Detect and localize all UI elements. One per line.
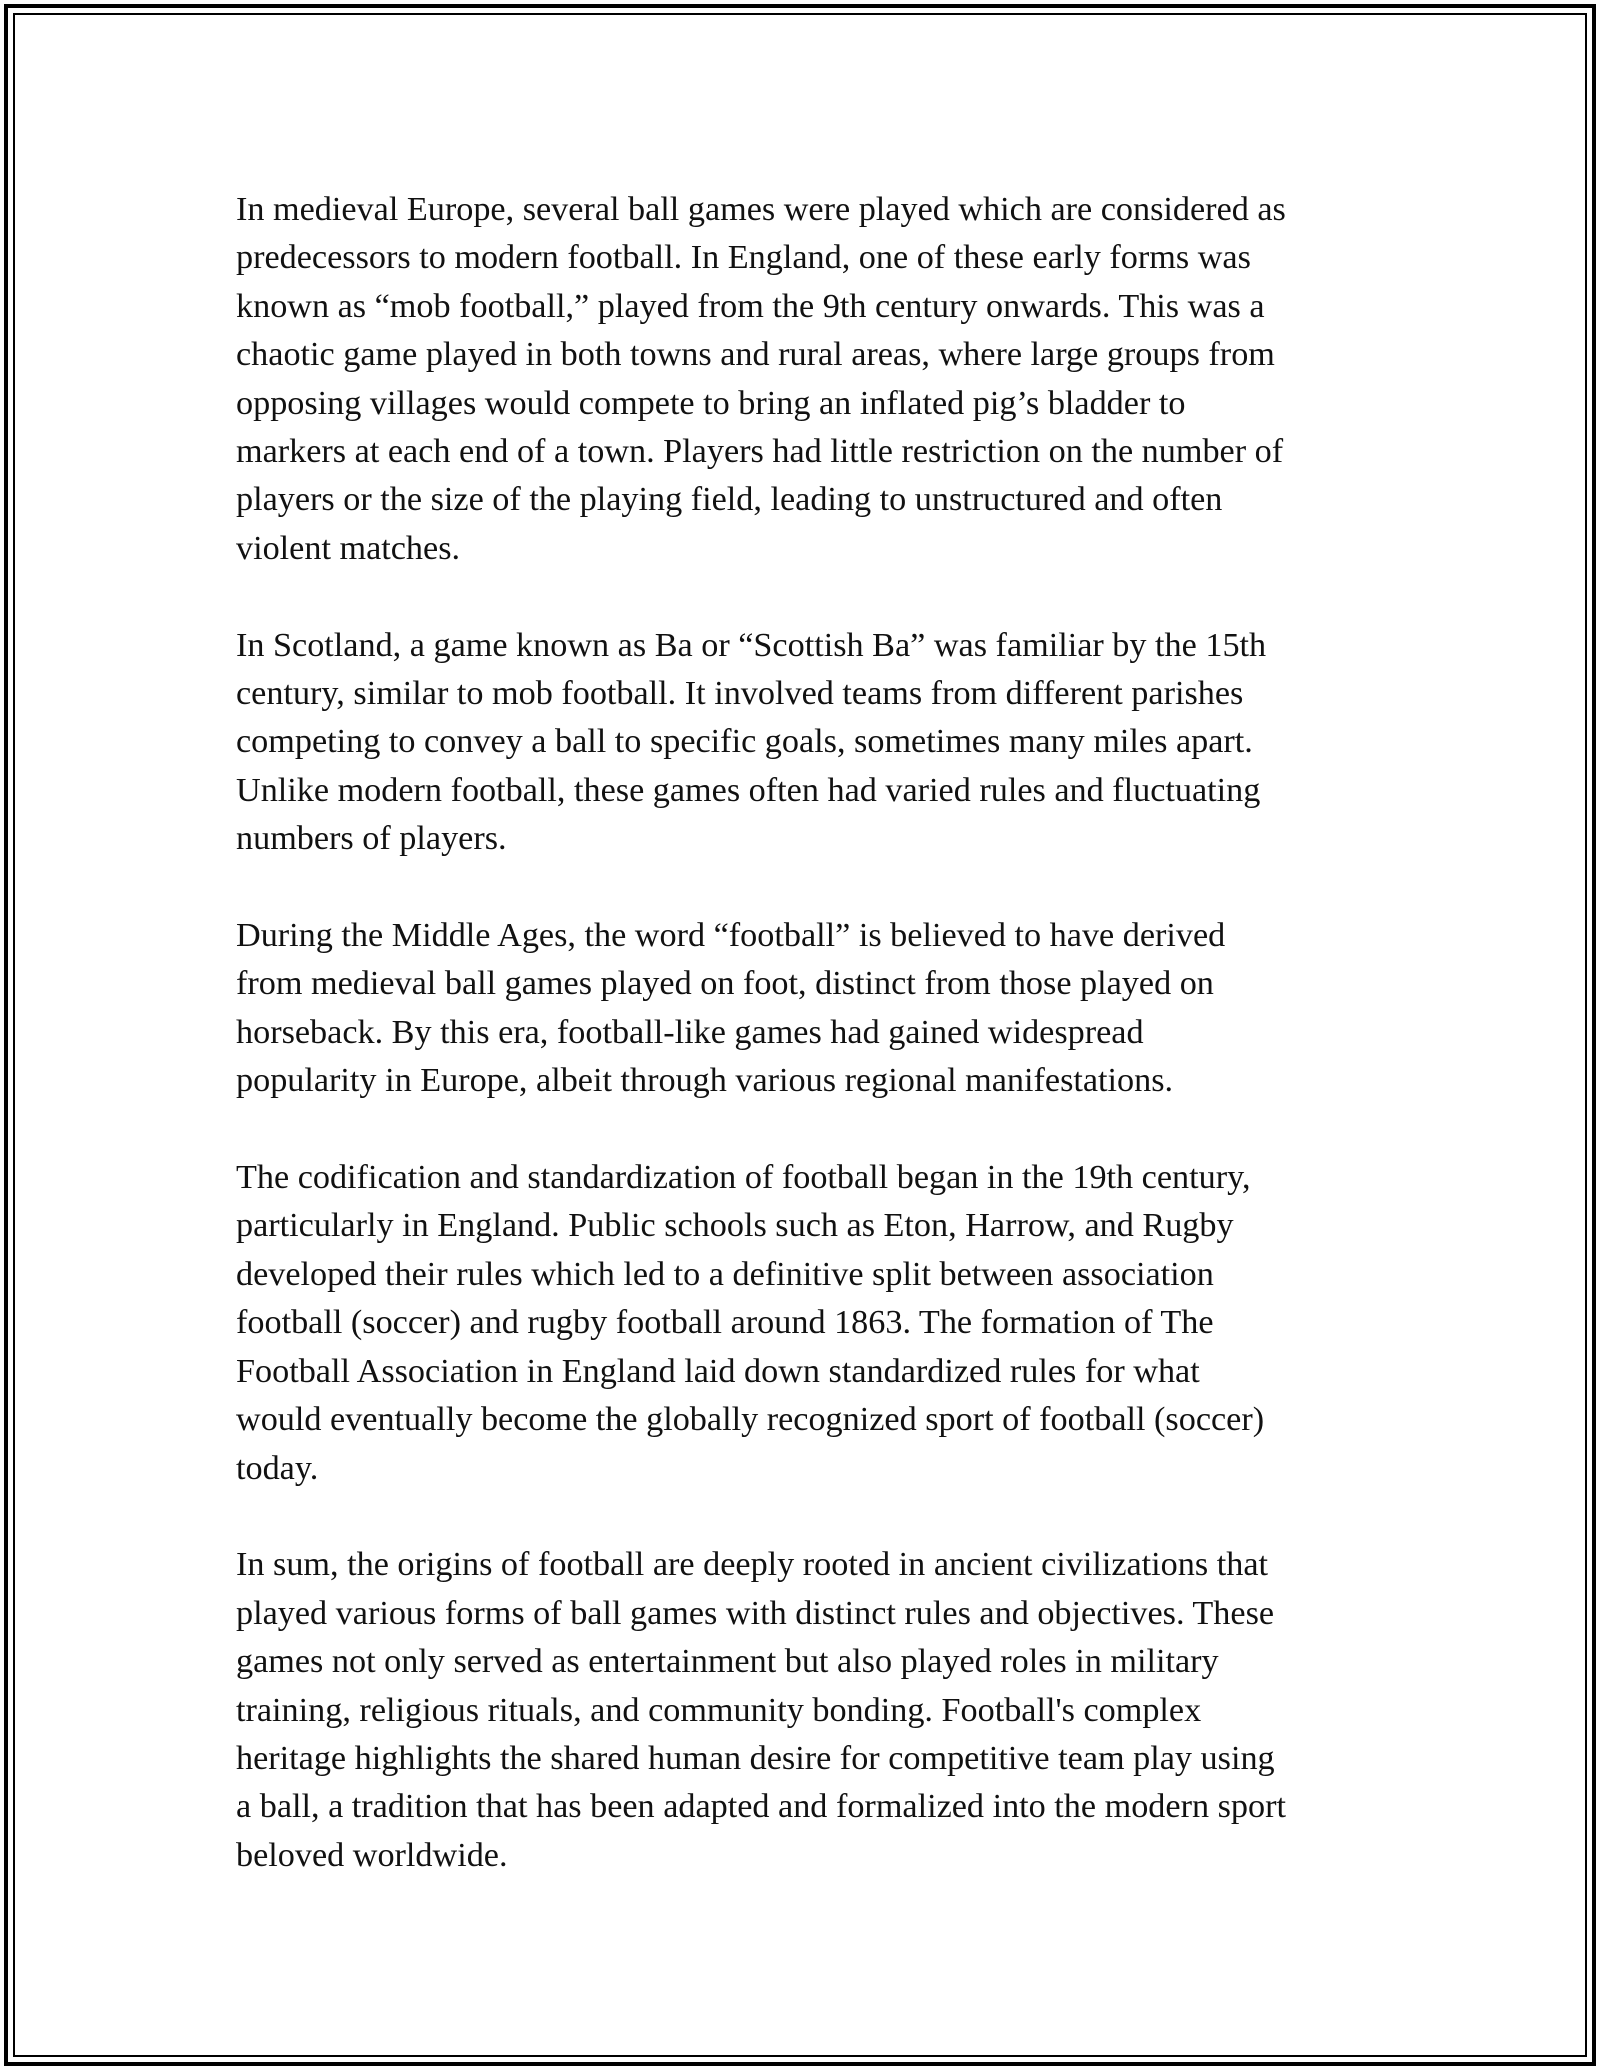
paragraph-scotland bbox=[236, 622, 1376, 864]
text-line: popularity in Europe, albeit through various regional manifestations. bbox=[236, 1062, 1174, 1100]
paragraph-summary bbox=[236, 1541, 1376, 1880]
text-line: a ball, a tradition that has been adapted and formalized into the modern sport bbox=[236, 1788, 1286, 1826]
text-line: known as “mob football,” played from the 9th century onwards. This was a bbox=[236, 287, 1265, 325]
text-line: players or the size of the playing field, leading to unstructured and often bbox=[236, 481, 1223, 519]
paragraph-medieval-europe bbox=[236, 186, 1376, 573]
text-line: today. bbox=[236, 1449, 319, 1487]
text-line: heritage highlights the shared human desire for competitive team play using bbox=[236, 1739, 1275, 1777]
text-line: numbers of players. bbox=[236, 820, 507, 858]
text-line: In sum, the origins of football are deeply rooted in ancient civilizations that bbox=[236, 1546, 1268, 1584]
paragraph-middle-ages bbox=[236, 912, 1376, 1106]
text-line: In medieval Europe, several ball games were played which are considered as bbox=[236, 191, 1286, 228]
text-line: from medieval ball games played on foot, distinct from those played on bbox=[236, 965, 1214, 1003]
text-line: particularly in England. Public schools such as Eton, Harrow, and Rugby bbox=[236, 1207, 1234, 1245]
text-line: The codification and standardization of football began in the 19th century, bbox=[236, 1159, 1251, 1197]
text-line: markers at each end of a town. Players had little restriction on the number of bbox=[236, 433, 1284, 471]
text-line: Unlike modern football, these games often had varied rules and fluctuating bbox=[236, 771, 1261, 809]
text-line: played various forms of ball games with distinct rules and objectives. These bbox=[236, 1594, 1275, 1632]
text-line: century, similar to mob football. It involved teams from different parishes bbox=[236, 675, 1244, 713]
text-line: In Scotland, a game known as Ba or “Scottish Ba” was familiar by the 15th bbox=[236, 626, 1267, 664]
text-line: would eventually become the globally recognized sport of football (soccer) bbox=[236, 1401, 1265, 1439]
text-line: football (soccer) and rugby football around 1863. The formation of The bbox=[236, 1304, 1214, 1342]
text-line: competing to convey a ball to specific goals, sometimes many miles apart. bbox=[236, 723, 1253, 761]
text-line: beloved worldwide. bbox=[236, 1836, 508, 1874]
text-line: opposing villages would compete to bring an inflated pig’s bladder to bbox=[236, 384, 1186, 422]
text-line: horseback. By this era, football-like games had gained widespread bbox=[236, 1013, 1144, 1051]
text-line: developed their rules which led to a definitive split between association bbox=[236, 1255, 1214, 1293]
text-line: predecessors to modern football. In England, one of these early forms was bbox=[236, 239, 1251, 277]
text-line: During the Middle Ages, the word “football” is believed to have derived bbox=[236, 917, 1226, 955]
text-line: Football Association in England laid down standardized rules for what bbox=[236, 1352, 1200, 1390]
document-body bbox=[236, 186, 1376, 1929]
paragraph-codification bbox=[236, 1154, 1376, 1493]
text-line: games not only served as entertainment but also played roles in military bbox=[236, 1643, 1219, 1681]
text-line: chaotic game played in both towns and rural areas, where large groups from bbox=[236, 336, 1275, 374]
text-line: violent matches. bbox=[236, 529, 461, 567]
text-line: training, religious rituals, and community bonding. Football's complex bbox=[236, 1691, 1202, 1729]
